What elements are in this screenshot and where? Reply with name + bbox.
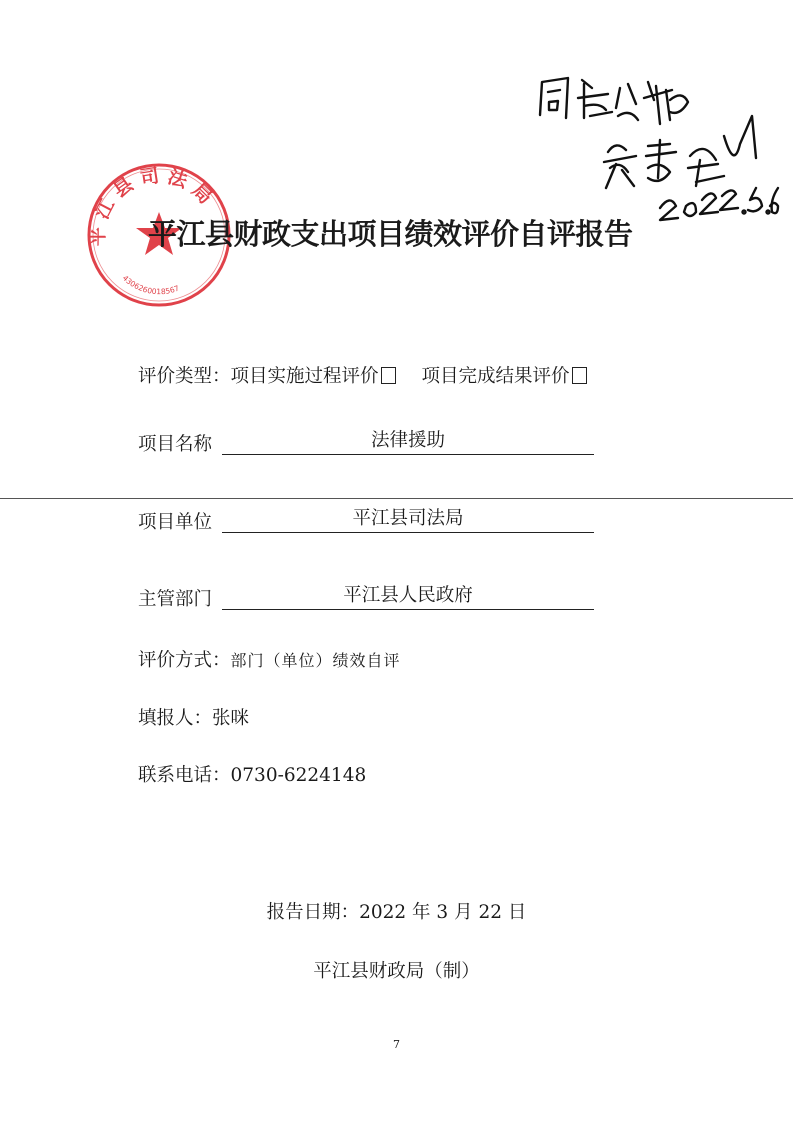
svg-text:4306260018567: 4306260018567 [120,273,181,297]
phone-label: 联系电话： [138,765,231,786]
project-unit-label: 项目单位 [138,512,213,533]
issuer-line: 平江县财政局（制） [313,961,480,982]
handwritten-signature [520,60,780,230]
evaluation-method-label: 评价方式： [138,650,231,671]
evaluation-option-process: 项目实施过程评价 [230,366,379,387]
filler-value: 张咪 [212,708,250,729]
department-field [222,585,594,610]
evaluation-option-result: 项目完成结果评价 [421,366,570,387]
evaluation-type-label: 评价类型： [138,366,231,387]
department-value: 平江县人民政府 [343,585,473,606]
checkbox-process[interactable] [381,367,396,384]
svg-text:平 江 县 司 法 局: 平 江 县 司 法 局 [86,164,217,247]
report-title: 平江县财政支出项目绩效评价自评报告 [148,217,633,251]
project-unit-field [222,508,594,533]
phone-row [138,761,366,787]
horizontal-divider [0,498,793,499]
checkbox-result[interactable] [572,367,587,384]
page-number: 7 [393,1038,400,1051]
filler-row [138,704,249,730]
filler-label: 填报人： [138,708,213,729]
project-name-field [222,430,594,455]
project-name-label: 项目名称 [138,434,213,455]
project-unit-value: 平江县司法局 [352,508,464,529]
evaluation-type-row [138,362,587,388]
phone-value: 0730-6224148 [230,765,367,786]
evaluation-method-value: 部门（单位）绩效自评 [230,651,401,670]
project-name-value: 法律援助 [370,430,445,451]
department-label: 主管部门 [138,589,213,610]
evaluation-method-row [138,646,401,672]
report-date: 报告日期：2022 年 3 月 22 日 [266,902,527,923]
